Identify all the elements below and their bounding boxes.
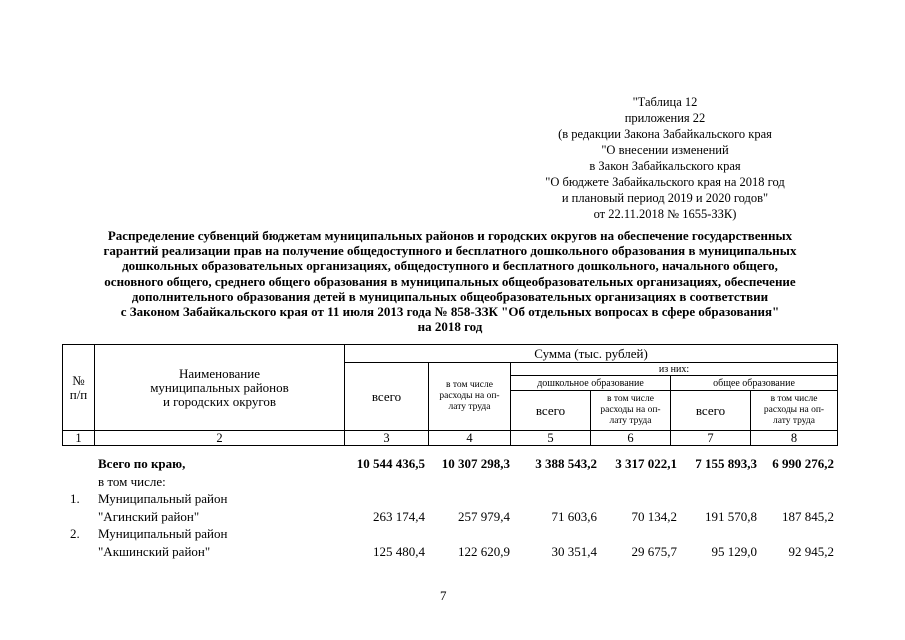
title-line: с Законом Забайкальского края от 11 июля 2013 года № 858-ЗЗК "Об отдельных вопросах в сфере образования" — [120, 304, 780, 320]
cell-value: 263 174,4 — [373, 508, 425, 524]
table-row — [62, 491, 837, 509]
cell-value: 95 129,0 — [711, 543, 757, 559]
cell-value: 7 155 893,3 — [695, 456, 757, 471]
cell-value: 29 675,7 — [631, 543, 677, 559]
title-line: на 2018 год — [417, 319, 483, 335]
row-number: 1. — [70, 491, 80, 506]
note-line: от 22.11.2018 № 1655-ЗЗК) — [593, 207, 737, 221]
cell-value: 191 570,8 — [705, 508, 757, 524]
cell-value: 187 845,2 — [782, 508, 834, 524]
table-header — [62, 344, 838, 446]
header-num: № п/п — [63, 345, 95, 431]
col-number: 4 — [429, 431, 511, 446]
row-name: в том числе: — [98, 473, 166, 489]
cell-value: 10 307 298,3 — [441, 456, 510, 471]
note-line: "О бюджете Забайкальского края на 2018 год — [545, 175, 785, 189]
table-row — [62, 509, 837, 527]
note-line: и плановый период 2019 и 2020 годов" — [561, 191, 769, 205]
col-number: 6 — [591, 431, 671, 446]
col-number: 8 — [751, 431, 838, 446]
header-preschool: дошкольное образование — [511, 376, 671, 391]
row-name: Муниципальный район — [98, 526, 228, 541]
row-name: "Агинский район" — [98, 508, 200, 524]
header-general: общее образование — [671, 376, 838, 391]
note-line: "Таблица 12 — [632, 95, 698, 109]
table-row — [62, 526, 837, 544]
table-caption-note — [540, 94, 790, 222]
cell-value: 70 134,2 — [631, 508, 677, 524]
title-line: дошкольных образовательных организациях, общедоступного и бесплатного дошкольного, начального общего, — [122, 258, 778, 274]
cell-value: 125 480,4 — [373, 543, 425, 559]
page-number: 7 — [440, 588, 447, 603]
row-name: Всего по краю, — [98, 456, 186, 471]
title-line: Распределение субвенций бюджетам муниципальных районов и городских округов на обеспечение государственных — [107, 228, 793, 243]
row-name: "Акшинский район" — [98, 543, 211, 559]
header-pre-wages: в том числе расходы на оп- лату труда — [591, 391, 671, 431]
header-total: всего — [345, 363, 429, 431]
row-number: 2. — [70, 526, 80, 541]
note-line: (в редакции Закона Забайкальского края — [558, 127, 772, 141]
col-number: 5 — [511, 431, 591, 446]
cell-value: 71 603,6 — [551, 508, 597, 524]
title-line: гарантий реализации прав на получение общедоступного и бесплатного дошкольного образования в муниципальных — [103, 243, 797, 259]
col-number: 2 — [95, 431, 345, 446]
note-line: "О внесении изменений — [601, 143, 729, 157]
header-pre-total: всего — [511, 391, 591, 431]
note-line: приложения 22 — [624, 111, 706, 125]
header-gen-total: всего — [671, 391, 751, 431]
note-line: в Закон Забайкальского края — [589, 159, 741, 173]
col-number: 3 — [345, 431, 429, 446]
cell-value: 3 317 022,1 — [615, 456, 677, 471]
table-row — [62, 456, 837, 474]
cell-value: 6 990 276,2 — [772, 456, 834, 471]
table-body — [62, 456, 837, 561]
cell-value: 10 544 436,5 — [356, 456, 425, 471]
header-sum: Сумма (тыс. рублей) — [345, 345, 838, 363]
title-line: основного общего, среднего общего образования в муниципальных общеобразовательных организациях, обеспечение — [104, 273, 796, 289]
document-title — [60, 228, 840, 334]
header-incl-wages: в том числе расходы на оп- лату труда — [429, 363, 511, 431]
cell-value: 92 945,2 — [788, 543, 834, 559]
row-name: Муниципальный район — [98, 491, 228, 506]
header-name: Наименование муниципальных районов и городских округов — [95, 345, 345, 431]
table-row — [62, 544, 837, 562]
cell-value: 122 620,9 — [458, 543, 510, 559]
cell-value: 3 388 543,2 — [535, 456, 597, 471]
cell-value: 30 351,4 — [551, 543, 597, 559]
col-number: 1 — [63, 431, 95, 446]
col-number: 7 — [671, 431, 751, 446]
table-row — [62, 474, 837, 492]
header-gen-wages: в том числе расходы на оп- лату труда — [751, 391, 838, 431]
header-of-them: из них: — [511, 363, 838, 376]
cell-value: 257 979,4 — [458, 508, 510, 524]
title-line: дополнительного образования детей в муниципальных общеобразовательных организациях в соответствии — [131, 288, 769, 304]
